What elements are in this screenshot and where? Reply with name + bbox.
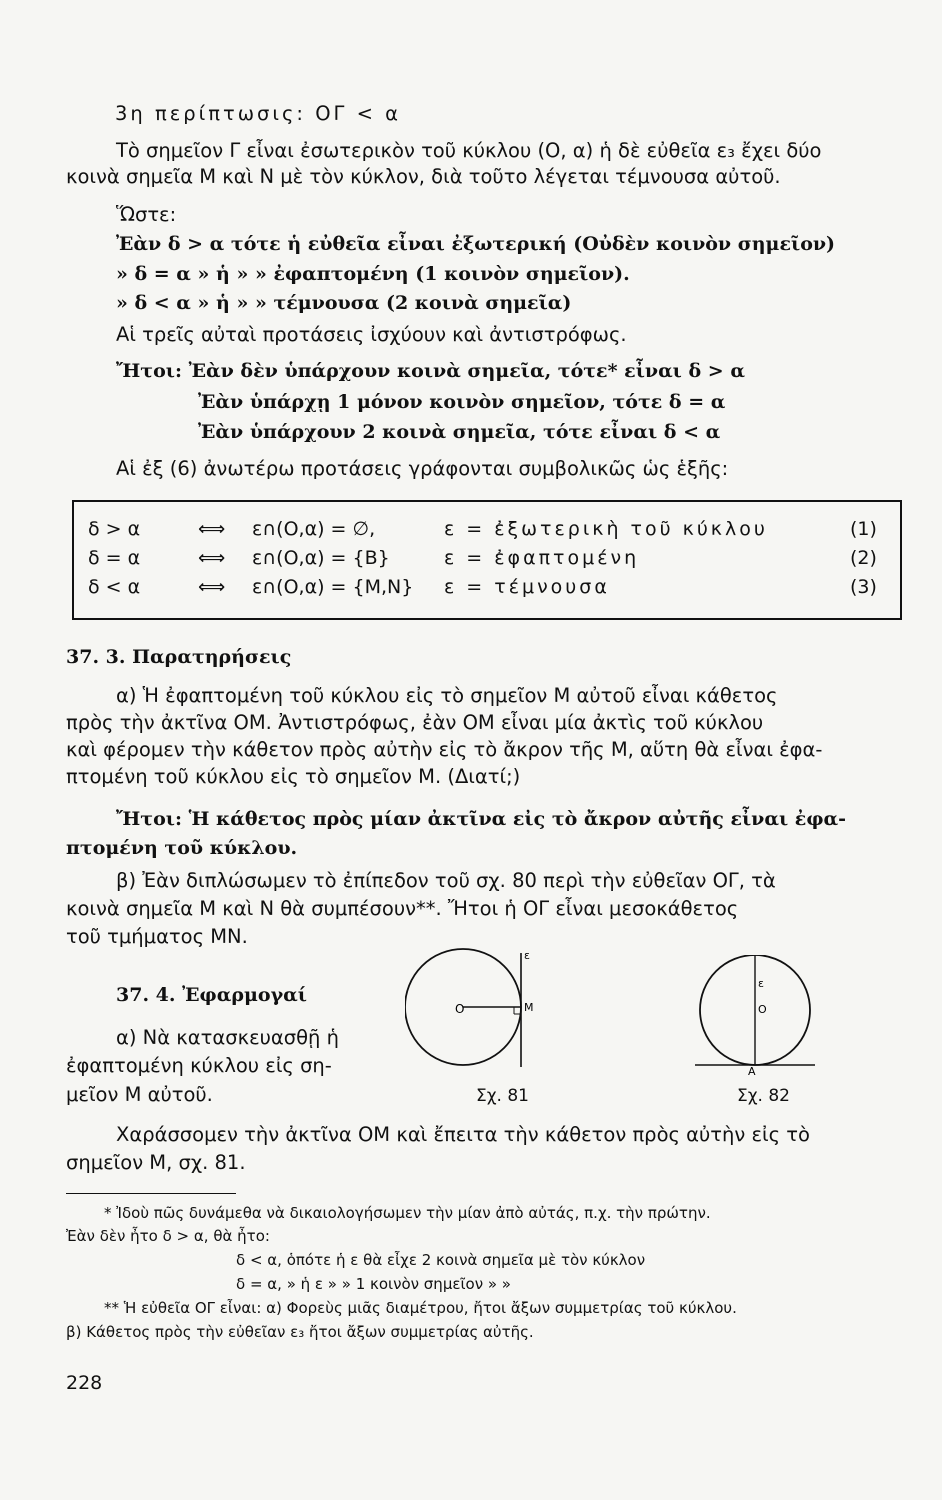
condition: δ = α [88, 547, 141, 569]
equivalence-arrow: ⟺ [198, 547, 226, 569]
footnote-line: Ἐὰν δὲν ἦτο δ > α, θὰ ἦτο: [66, 1227, 270, 1245]
section-heading: 37. 4. Ἐφαρμογαί [116, 984, 307, 1006]
result: ε = ἐφαπτομένη [444, 547, 640, 569]
condition: δ > α [88, 518, 141, 540]
text-line: ἐφαπτομένη κύκλου εἰς ση- [66, 1054, 332, 1077]
converse-line: Ἐὰν ὑπάρχουν 2 κοινὰ σημεῖα, τότε εἶναι δ < α [198, 421, 721, 443]
footnote-rule [66, 1193, 236, 1194]
bold-statement: πτομένη τοῦ κύκλου. [66, 837, 298, 859]
equation-number: (2) [850, 547, 877, 569]
text-line: α) Ἡ ἐφαπτομένη τοῦ κύκλου εἰς τὸ σημεῖον Μ αὐτοῦ εἶναι κάθετος [116, 684, 778, 707]
label-a: Α [748, 1065, 756, 1075]
text-line: σημεῖον Μ, σχ. 81. [66, 1151, 246, 1174]
rule-line: » δ = α » ἡ » » ἐφαπτομένη (1 κοινὸν σημεῖον). [116, 263, 630, 285]
text-line: κοινὰ σημεῖα Μ καὶ Ν θὰ συμπέσουν**. Ἤτοι ἡ ΟΓ εἶναι μεσοκάθετος [66, 897, 739, 920]
case-heading: 3η περίπτωσις: ΟΓ < α [115, 102, 402, 125]
text-line: τοῦ τμήματος ΜΝ. [66, 925, 248, 948]
text-line: κοινὰ σημεῖα Μ καὶ Ν μὲ τὸν κύκλον, διὰ τοῦτο λέγεται τέμνουσα αὐτοῦ. [66, 165, 781, 188]
footnote-line: β) Κάθετος πρὸς τὴν εὐθεῖαν ε₃ ἤτοι ἄξων συμμετρίας αὐτῆς. [66, 1323, 534, 1341]
label-e: ε [758, 977, 764, 990]
text-line: Χαράσσομεν τὴν ἀκτῖνα ΟΜ καὶ ἔπειτα τὴν κάθετον πρὸς αὐτὴν εἰς τὸ [116, 1123, 810, 1146]
section-heading: 37. 3. Παρατηρήσεις [66, 646, 292, 668]
equivalence-arrow: ⟺ [198, 576, 226, 598]
result: ε = τέμνουσα [444, 576, 610, 598]
text-line: καὶ φέρομεν τὴν κάθετον πρὸς αὐτὴν εἰς τὸ ἄκρον τῆς Μ, αὕτη θὰ εἶναι ἐφα- [66, 738, 823, 761]
text-line: Ὥστε: [116, 203, 177, 226]
equation-number: (1) [850, 518, 877, 540]
text-line: α) Νὰ κατασκευασθῇ ἡ [116, 1026, 339, 1049]
text-line: πρὸς τὴν ἀκτῖνα ΟΜ. Ἀντιστρόφως, ἐὰν ΟΜ εἶναι μία ἀκτὶς τοῦ κύκλου [66, 711, 764, 734]
text-line: πτομένη τοῦ κύκλου εἰς τὸ σημεῖον Μ. (Διατί;) [66, 765, 521, 788]
figure-81 [405, 945, 565, 1075]
label-o: Ο [758, 1003, 767, 1016]
result: ε = ἐξωτερικὴ τοῦ κύκλου [444, 518, 768, 540]
label-e: ε [524, 949, 530, 962]
label-o: Ο [455, 1002, 465, 1016]
text-line: Αἱ ἐξ (6) ἀνωτέρω προτάσεις γράφονται συμβολικῶς ὡς ἑξῆς: [116, 457, 729, 480]
footnote-line: δ < α, ὁπότε ἡ ε θὰ εἶχε 2 κοινὰ σημεῖα μὲ τὸν κύκλον [236, 1251, 646, 1269]
text-line: μεῖον Μ αὐτοῦ. [66, 1083, 213, 1106]
symbolic-box [72, 500, 902, 620]
figure-81-caption: Σχ. 81 [476, 1086, 530, 1106]
bold-statement: Ἤτοι: Ἡ κάθετος πρὸς μίαν ἀκτῖνα εἰς τὸ ἄκρον αὐτῆς εἶναι ἐφα- [116, 808, 847, 830]
condition: δ < α [88, 576, 141, 598]
intersection: ε∩(Ο,α) = {Μ,Ν} [252, 576, 414, 598]
figure-82 [690, 955, 820, 1075]
footnote-line: ** Ἡ εὐθεῖα ΟΓ εἶναι: α) Φορεὺς μιᾶς διαμέτρου, ἤτοι ἄξων συμμετρίας τοῦ κύκλου. [104, 1299, 737, 1317]
text-line: β) Ἐὰν διπλώσωμεν τὸ ἐπίπεδον τοῦ σχ. 80 περὶ τὴν εὐθεῖαν ΟΓ, τὰ [116, 869, 776, 892]
footnote-line: δ = α, » ἡ ε » » 1 κοινὸν σημεῖον » » [236, 1275, 511, 1293]
figure-82-caption: Σχ. 82 [737, 1086, 791, 1106]
equation-number: (3) [850, 576, 877, 598]
intersection: ε∩(Ο,α) = ∅, [252, 518, 376, 540]
equivalence-arrow: ⟺ [198, 518, 226, 540]
converse-line: Ἐὰν ὑπάρχῃ 1 μόνον κοινὸν σημεῖον, τότε δ = α [198, 391, 726, 413]
text-line: Τὸ σημεῖον Γ εἶναι ἐσωτερικὸν τοῦ κύκλου (Ο, α) ἡ δὲ εὐθεῖα ε₃ ἔχει δύο [116, 139, 822, 162]
page-number: 228 [66, 1372, 103, 1394]
converse-line: Ἤτοι: Ἐὰν δὲν ὑπάρχουν κοινὰ σημεῖα, τότε* εἶναι δ > α [116, 360, 745, 382]
label-m: Μ [524, 1001, 534, 1014]
footnote-line: * Ἰδοὺ πῶς δυνάμεθα νὰ δικαιολογήσωμεν τὴν μίαν ἀπὸ αὐτάς, π.χ. τὴν πρώτην. [104, 1204, 711, 1222]
text-line: Αἱ τρεῖς αὐταὶ προτάσεις ἰσχύουν καὶ ἀντιστρόφως. [116, 323, 627, 346]
intersection: ε∩(Ο,α) = {Β} [252, 547, 390, 569]
rule-line: » δ < α » ἡ » » τέμνουσα (2 κοινὰ σημεῖα) [116, 292, 572, 314]
rule-line: Ἐὰν δ > α τότε ἡ εὐθεῖα εἶναι ἐξωτερική (Οὐδὲν κοινὸν σημεῖον) [116, 233, 836, 255]
